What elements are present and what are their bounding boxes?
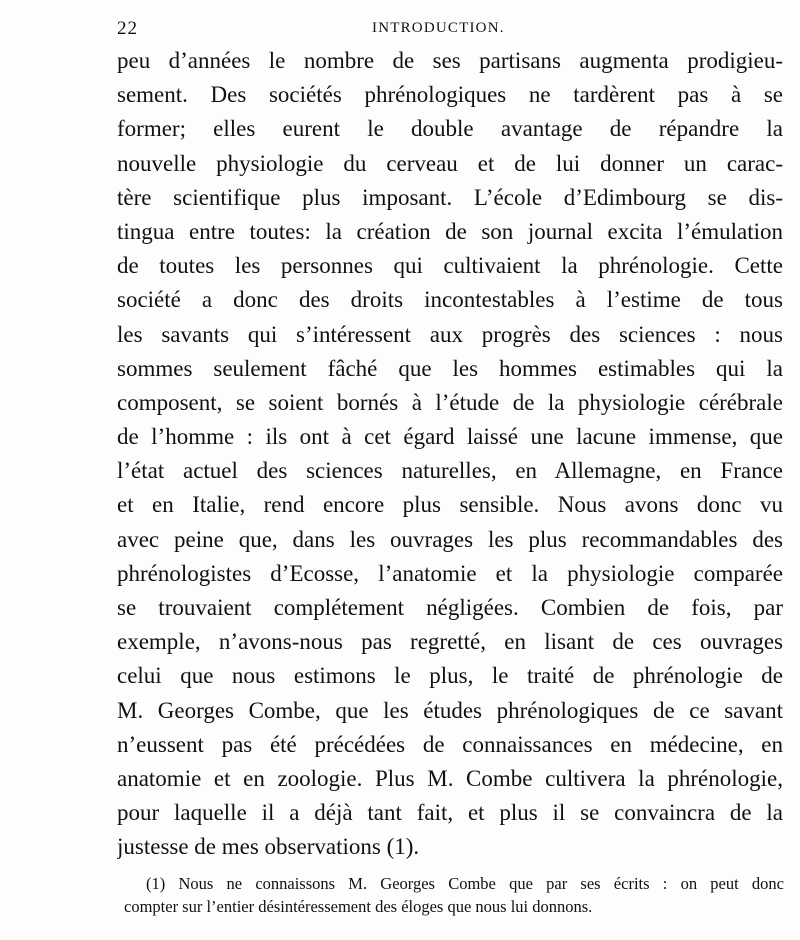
footnote-line: (1) Nous ne connaissons M. Georges Combe que par ses écrits : on peut donc: [146, 874, 784, 893]
text-line: nouvelle physiologie du cerveau et de lui donner un carac-: [117, 150, 783, 176]
text-line: justesse de mes observations (1).: [117, 834, 420, 860]
text-line: tingua entre toutes: la création de son journal excita l’émulation: [117, 218, 783, 244]
text-line: se trouvaient complétement négligées. Combien de fois, par: [117, 595, 783, 620]
text-line: anatomie et en zoologie. Plus M. Combe cultivera la phrénologie,: [117, 765, 783, 791]
text-line: celui que nous estimons le plus, le traité de phrénologie de: [117, 663, 783, 689]
text-line: M. Georges Combe, que les études phrénologiques de ce savant: [117, 697, 783, 723]
text-line: pour laquelle il a déjà tant fait, et plus il se convaincra de la: [117, 800, 783, 826]
body-text: [117, 44, 783, 865]
footnote: [124, 872, 784, 918]
text-line: sement. Des sociétés phrénologiques ne tardèrent pas à se: [117, 82, 783, 108]
text-line: sommes seulement fâché que les hommes estimables qui la: [117, 355, 783, 381]
text-line: l’état actuel des sciences naturelles, en Allemagne, en France: [117, 458, 783, 484]
text-line: composent, se soient bornés à l’étude de la physiologie cérébrale: [117, 389, 783, 415]
footnote-line: compter sur l’entier désintéressement des éloges que nous lui donnons.: [124, 897, 593, 916]
text-line: les savants qui s’intéressent aux progrès des sciences : nous: [117, 321, 783, 347]
text-line: de l’homme : ils ont à cet égard laissé une lacune immense, que: [117, 424, 783, 450]
text-line: exemple, n’avons-nous pas regretté, en lisant de ces ouvrages: [117, 629, 783, 655]
text-line: former; elles eurent le double avantage de répandre la: [117, 116, 783, 142]
text-line: n’eussent pas été précédées de connaissances en médecine, en: [117, 731, 783, 757]
text-line: de toutes les personnes qui cultivaient la phrénologie. Cette: [117, 253, 783, 279]
text-line: avec peine que, dans les ouvrages les plus recommandables des: [117, 526, 783, 552]
text-line: société a donc des droits incontestables à l’estime de tous: [117, 287, 783, 313]
text-line: phrénologistes d’Ecosse, l’anatomie et la physiologie comparée: [117, 560, 783, 586]
text-line: peu d’années le nombre de ses partisans augmenta prodigieu-: [117, 48, 783, 73]
page-number: 22: [117, 18, 138, 39]
running-head: INTRODUCTION.: [372, 20, 505, 36]
text-line: et en Italie, rend encore plus sensible. Nous avons donc vu: [117, 492, 783, 518]
text-line: tère scientifique plus imposant. L’école d’Edimbourg se dis-: [117, 184, 783, 210]
